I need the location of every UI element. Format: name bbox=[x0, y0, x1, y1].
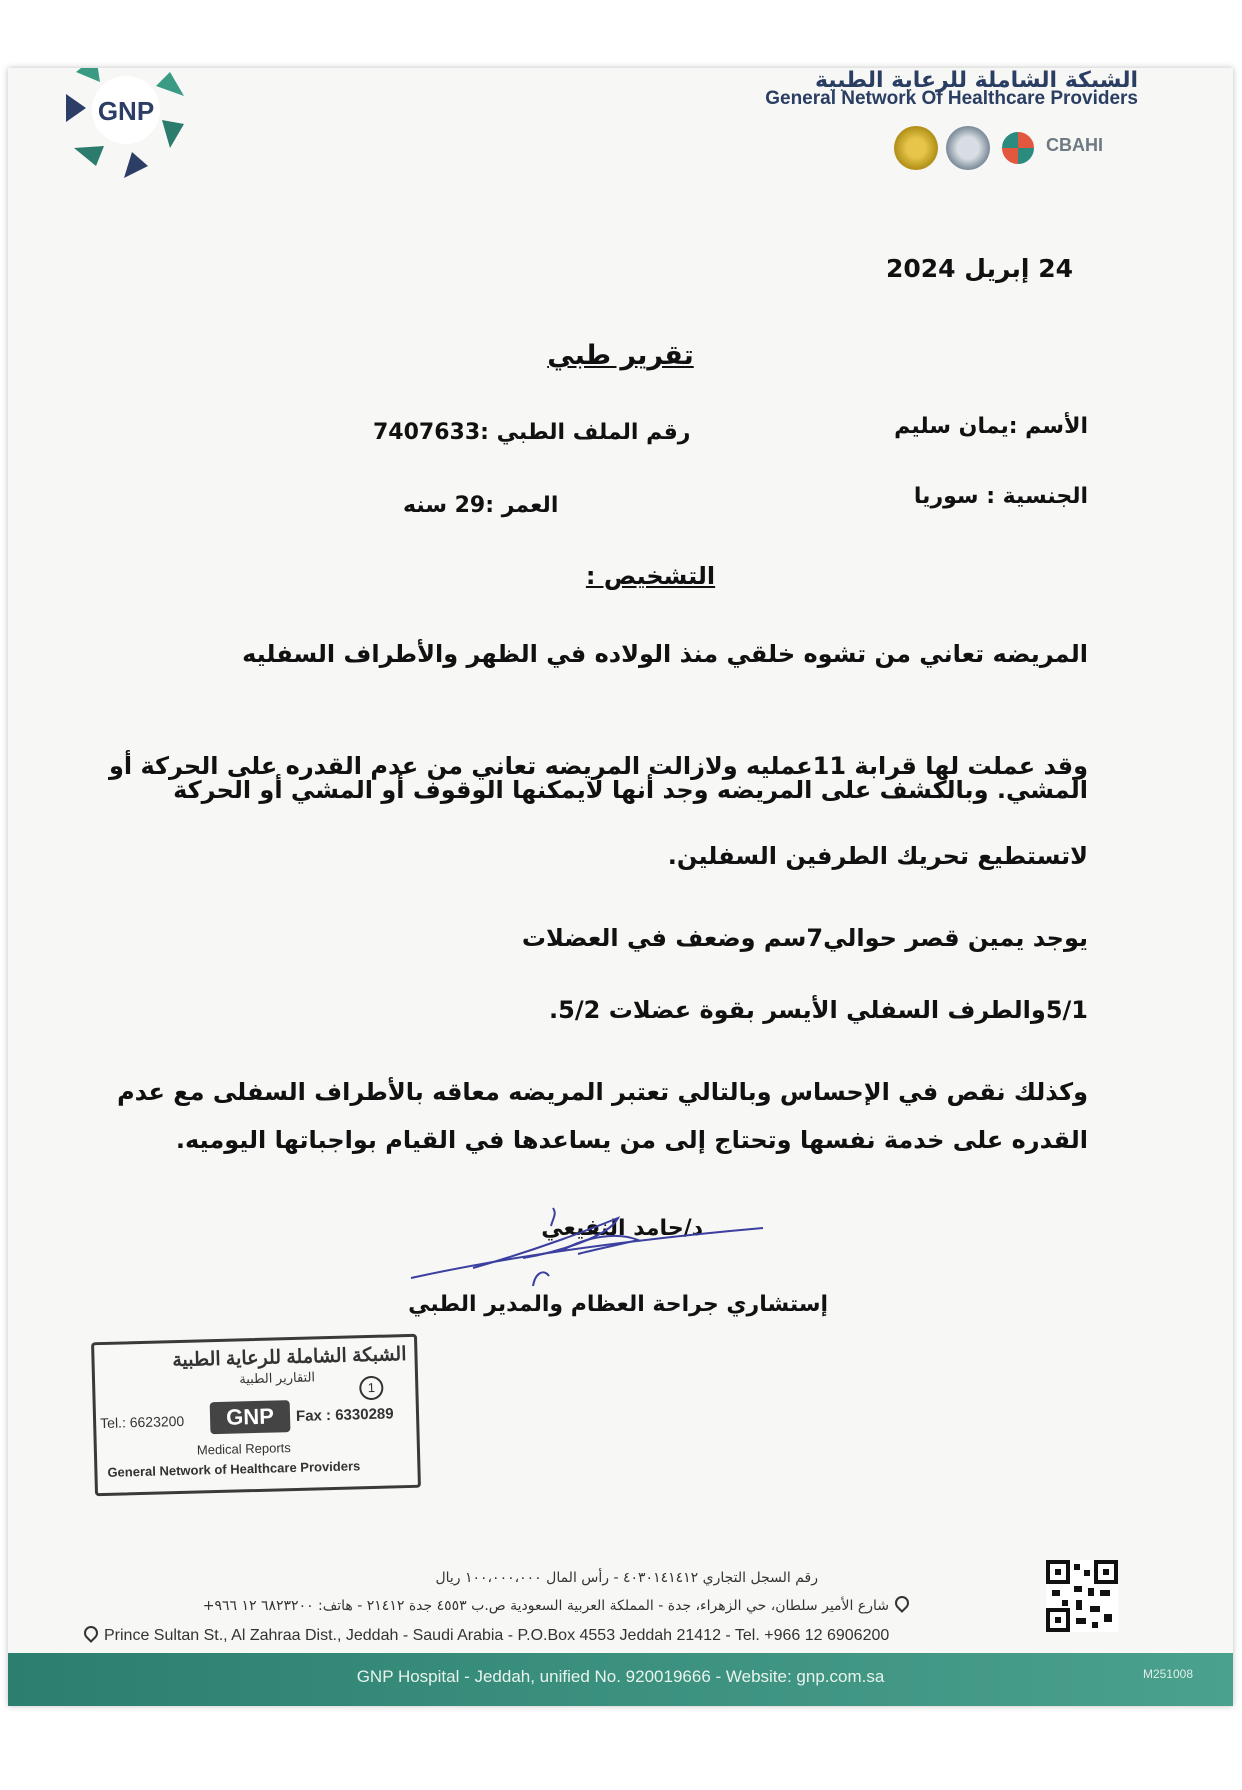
diagnosis-heading: التشخيص : bbox=[585, 562, 716, 590]
gold-seal-icon bbox=[894, 126, 938, 170]
signature-icon bbox=[403, 1198, 773, 1298]
medical-reports-stamp: الشبكة الشاملة للرعاية الطبية التقارير الطبية 1 Tel.: 6623200 GNP Fax : 6330289 Medical Reports General Network of Healthcare Providers bbox=[91, 1334, 421, 1496]
footer-band-text: GNP Hospital - Jeddah, unified No. 920019666 - Website: gnp.com.sa bbox=[356, 1667, 885, 1686]
report-title: تقرير طبي bbox=[547, 340, 694, 371]
cbahi-label: CBAHI bbox=[1046, 134, 1103, 155]
cbahi-logo-icon bbox=[998, 128, 1038, 168]
diagnosis-line: يوجد يمين قصر حوالي7سم وضعف في العضلات bbox=[521, 924, 1088, 952]
accreditation-badges bbox=[894, 126, 1103, 170]
report-date: 24 إبريل 2024 bbox=[885, 254, 1073, 283]
patient-name: الأسم :يمان سليم bbox=[894, 414, 1088, 439]
diagnosis-line: لاتستطيع تحريك الطرفين السفلين. bbox=[667, 842, 1088, 870]
patient-nationality: الجنسية : سوريا bbox=[913, 484, 1088, 509]
diagnosis-line: وقد عملت لها قرابة 11عمليه ولازالت المريضه تعاني من عدم القدره على الحركة أو bbox=[108, 752, 1088, 780]
qr-code-icon bbox=[1046, 1560, 1118, 1632]
silver-seal-icon bbox=[946, 126, 990, 170]
diagnosis-line: المريضه تعاني من تشوه خلقي منذ الولاده في الظهر والأطراف السفليه bbox=[242, 640, 1088, 668]
diagnosis-line: المشي. وبالكشف على المريضه وجد أنها لايمكنها الوقوف أو المشي أو الحركة bbox=[173, 776, 1088, 804]
medical-report-page bbox=[8, 68, 1233, 1706]
commercial-registration: رقم السجل التجاري ٤٠٣٠١٤١٤١٢ - رأس المال ١٠٠،٠٠٠،٠٠٠ ريال bbox=[435, 1570, 818, 1586]
medical-file-number: رقم الملف الطبي :7407633 bbox=[373, 420, 691, 445]
gnp-logo-icon bbox=[38, 68, 188, 198]
org-name-arabic: الشبكة الشاملة للرعاية الطبية bbox=[814, 68, 1138, 93]
doctor-title: إستشاري جراحة العظام والمدير الطبي bbox=[408, 1292, 828, 1317]
patient-age: العمر :29 سنه bbox=[403, 493, 559, 518]
doctor-name: د/حامد النفيعي bbox=[541, 1216, 703, 1241]
address-english: Prince Sultan St., Al Zahraa Dist., Jeddah - Saudi Arabia - P.O.Box 4553 Jeddah 21412 - Tel. +966 12 6906200 bbox=[78, 1626, 889, 1645]
diagnosis-line: 5/1والطرف السفلي الأيسر بقوة عضلات 5/2. bbox=[549, 996, 1088, 1024]
location-pin-icon bbox=[892, 1593, 912, 1613]
diagnosis-line: القدره على خدمة نفسها وتحتاج إلى من يساعدها في القيام بواجباتها اليوميه. bbox=[175, 1126, 1088, 1154]
org-name-english: General Network Of Healthcare Providers bbox=[765, 88, 1138, 109]
document-code: M251008 bbox=[1142, 1667, 1193, 1681]
svg-text:GNP: GNP bbox=[97, 96, 155, 126]
location-pin-icon bbox=[81, 1623, 101, 1643]
diagnosis-line: وكذلك نقص في الإحساس وبالتالي تعتبر المريضه معاقه بالأطراف السفلى مع عدم bbox=[117, 1078, 1088, 1106]
footer-band bbox=[8, 1653, 1233, 1706]
address-arabic: شارع الأمير سلطان، حي الزهراء، جدة - المملكة العربية السعودية ص.ب ٤٥٥٣ جدة ٢١٤١٢ - هاتف: ٦٨٢٣٢٠٠ ١٢ ٩٦٦+ bbox=[203, 1596, 915, 1614]
